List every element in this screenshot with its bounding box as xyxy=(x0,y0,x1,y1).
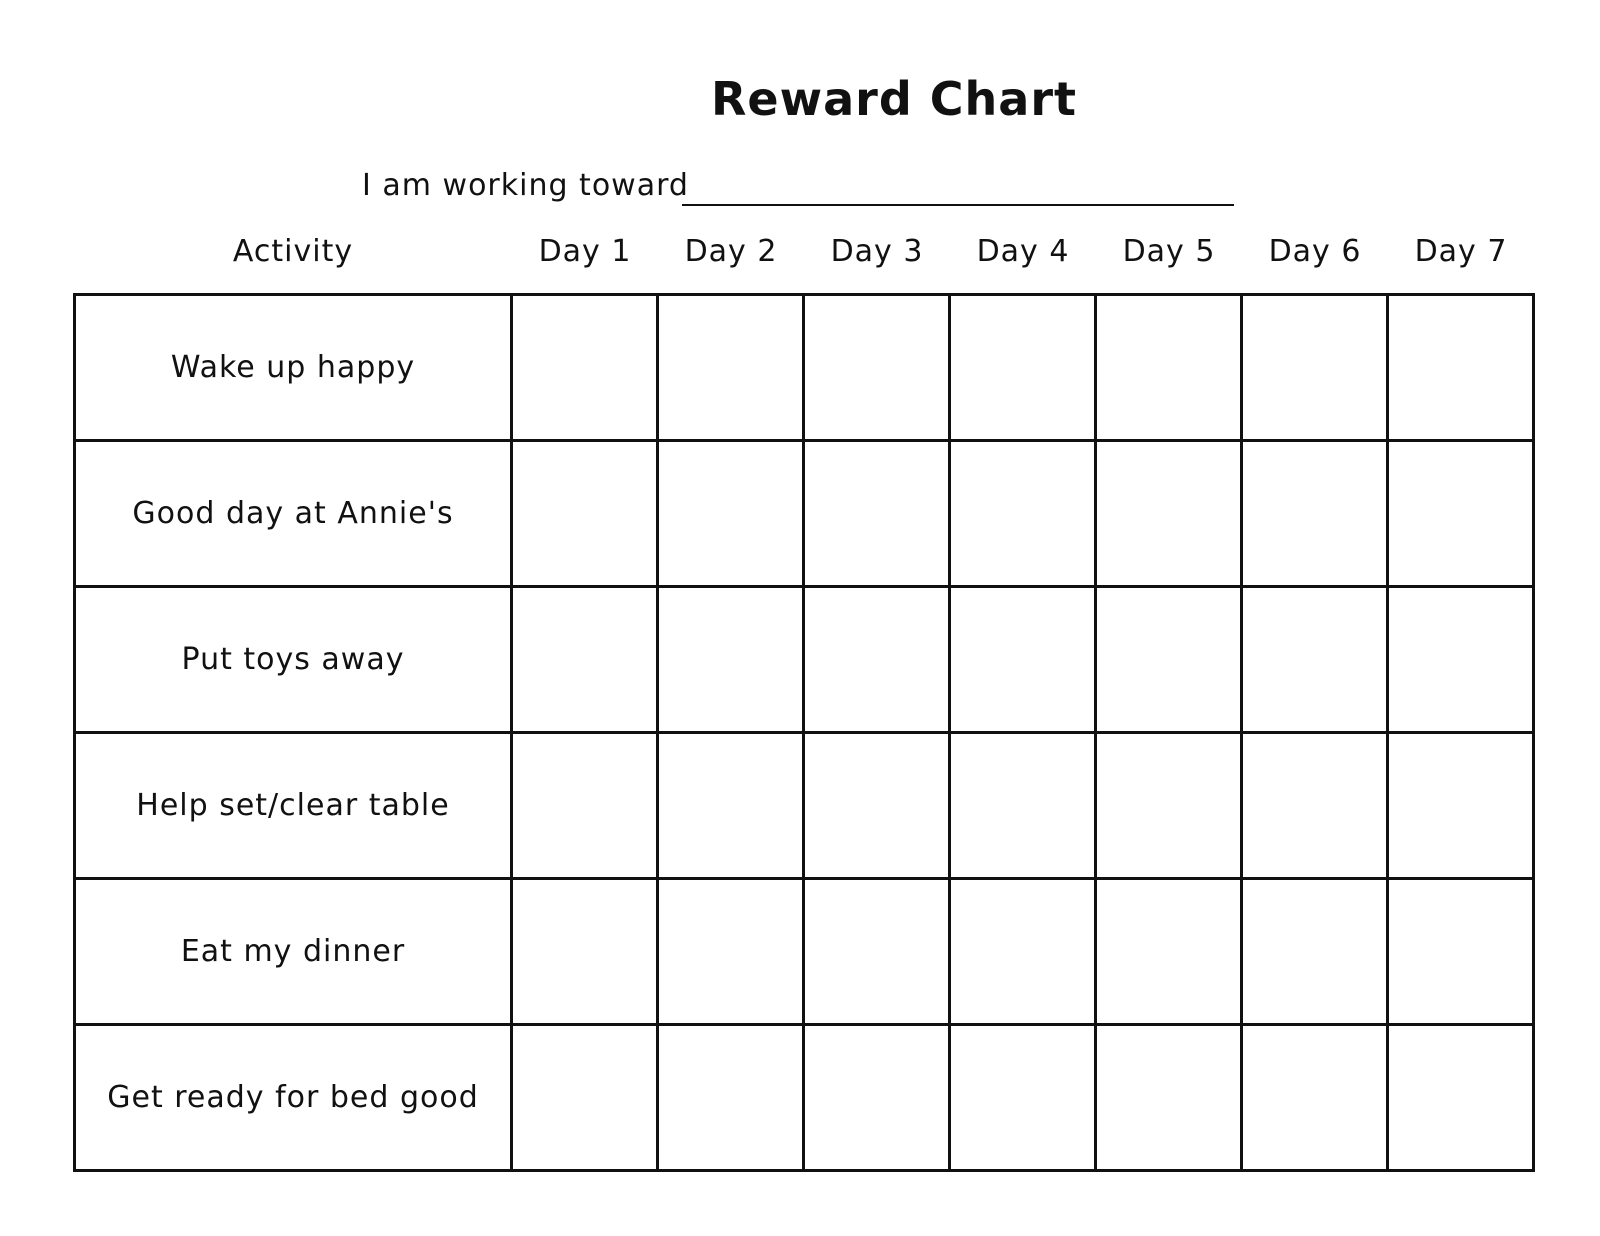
day-2-cell[interactable] xyxy=(658,733,804,879)
day-1-cell[interactable] xyxy=(512,587,658,733)
day-7-cell[interactable] xyxy=(1388,879,1534,1025)
activity-label: Help set/clear table xyxy=(75,733,512,879)
day-3-cell[interactable] xyxy=(804,879,950,1025)
day-5-header: Day 5 xyxy=(1122,234,1216,269)
day-5-cell[interactable] xyxy=(1096,879,1242,1025)
table-row xyxy=(75,1025,1534,1171)
day-5-cell[interactable] xyxy=(1096,587,1242,733)
day-2-cell[interactable] xyxy=(658,441,804,587)
activity-column-header: Activity xyxy=(232,234,354,269)
day-3-cell[interactable] xyxy=(804,295,950,441)
day-6-cell[interactable] xyxy=(1242,295,1388,441)
day-7-cell[interactable] xyxy=(1388,733,1534,879)
day-3-cell[interactable] xyxy=(804,441,950,587)
day-3-cell[interactable] xyxy=(804,1025,950,1171)
table-row xyxy=(75,441,1534,587)
goal-label: I am working toward xyxy=(362,168,689,203)
day-1-cell[interactable] xyxy=(512,441,658,587)
table-row xyxy=(75,295,1534,441)
activity-label: Wake up happy xyxy=(75,295,512,441)
table-row xyxy=(75,879,1534,1025)
day-4-cell[interactable] xyxy=(950,441,1096,587)
activity-label: Put toys away xyxy=(75,587,512,733)
day-4-cell[interactable] xyxy=(950,1025,1096,1171)
day-1-cell[interactable] xyxy=(512,733,658,879)
day-4-header: Day 4 xyxy=(976,234,1070,269)
day-1-cell[interactable] xyxy=(512,1025,658,1171)
reward-grid xyxy=(73,293,1535,1172)
day-5-cell[interactable] xyxy=(1096,733,1242,879)
day-7-cell[interactable] xyxy=(1388,441,1534,587)
activity-label: Get ready for bed good xyxy=(75,1025,512,1171)
day-1-header: Day 1 xyxy=(538,234,632,269)
day-6-header: Day 6 xyxy=(1268,234,1362,269)
day-7-cell[interactable] xyxy=(1388,1025,1534,1171)
day-6-cell[interactable] xyxy=(1242,587,1388,733)
day-6-cell[interactable] xyxy=(1242,441,1388,587)
day-2-cell[interactable] xyxy=(658,587,804,733)
day-3-cell[interactable] xyxy=(804,733,950,879)
day-7-cell[interactable] xyxy=(1388,295,1534,441)
day-2-cell[interactable] xyxy=(658,879,804,1025)
table-row xyxy=(75,587,1534,733)
goal-row xyxy=(362,168,1242,212)
day-5-cell[interactable] xyxy=(1096,441,1242,587)
day-2-header: Day 2 xyxy=(684,234,778,269)
activity-label: Eat my dinner xyxy=(75,879,512,1025)
day-1-cell[interactable] xyxy=(512,879,658,1025)
day-6-cell[interactable] xyxy=(1242,1025,1388,1171)
table-row xyxy=(75,733,1534,879)
day-2-cell[interactable] xyxy=(658,295,804,441)
day-4-cell[interactable] xyxy=(950,587,1096,733)
day-6-cell[interactable] xyxy=(1242,879,1388,1025)
day-5-cell[interactable] xyxy=(1096,1025,1242,1171)
day-4-cell[interactable] xyxy=(950,879,1096,1025)
day-7-header: Day 7 xyxy=(1414,234,1508,269)
day-7-cell[interactable] xyxy=(1388,587,1534,733)
day-4-cell[interactable] xyxy=(950,733,1096,879)
chart-title: Reward Chart xyxy=(710,72,1077,126)
day-2-cell[interactable] xyxy=(658,1025,804,1171)
day-3-header: Day 3 xyxy=(830,234,924,269)
day-5-cell[interactable] xyxy=(1096,295,1242,441)
day-4-cell[interactable] xyxy=(950,295,1096,441)
goal-blank-line[interactable] xyxy=(682,204,1234,206)
day-6-cell[interactable] xyxy=(1242,733,1388,879)
day-1-cell[interactable] xyxy=(512,295,658,441)
day-3-cell[interactable] xyxy=(804,587,950,733)
activity-label: Good day at Annie's xyxy=(75,441,512,587)
